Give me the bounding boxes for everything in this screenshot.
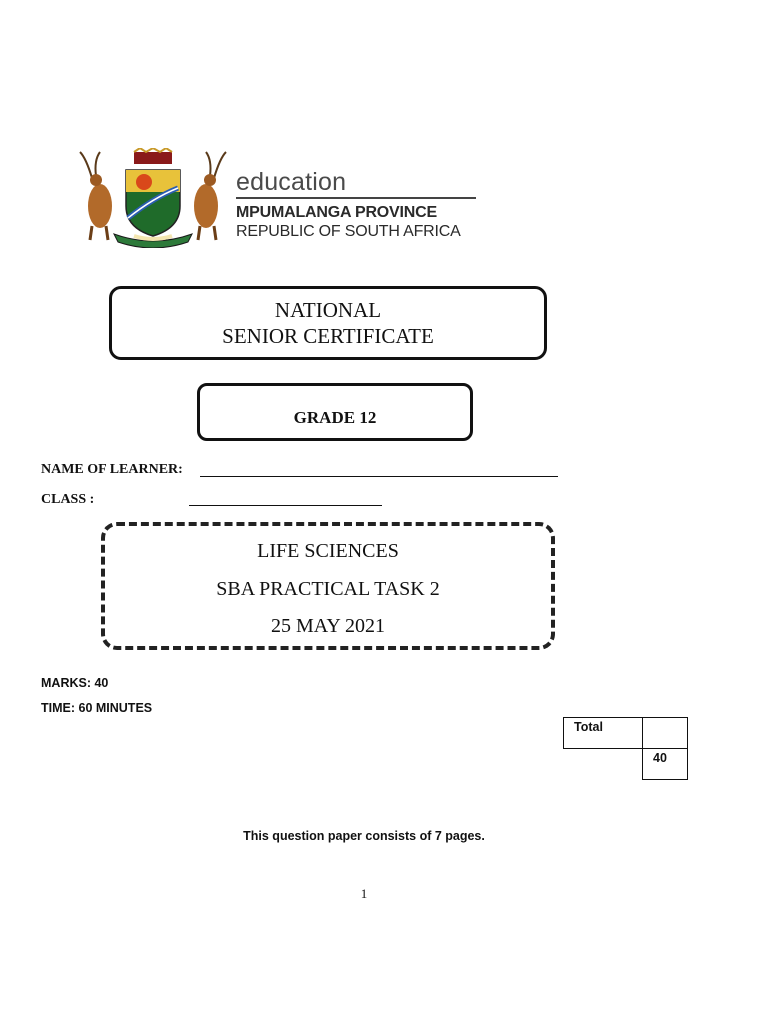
table-row — [564, 749, 688, 780]
marks-text: MARKS: 40 — [41, 676, 109, 690]
subject-title: LIFE SCIENCES — [257, 540, 399, 562]
table-row — [564, 718, 688, 749]
coat-of-arms-logo — [78, 148, 228, 248]
province-name: MPUMALANGA PROVINCE — [236, 204, 437, 221]
total-blank-cell — [643, 718, 688, 749]
certificate-title-box — [109, 286, 547, 360]
grade-box — [197, 383, 473, 441]
pages-note: This question paper consists of 7 pages. — [243, 829, 485, 843]
empty-cell — [564, 749, 643, 780]
total-marks-table — [563, 717, 688, 780]
learner-name-label: NAME OF LEARNER: — [41, 462, 183, 477]
grade-label: GRADE 12 — [293, 408, 377, 427]
task-date: 25 MAY 2021 — [270, 615, 386, 637]
class-field[interactable] — [189, 505, 382, 506]
learner-name-field[interactable] — [200, 476, 558, 477]
total-label-cell: Total — [564, 718, 643, 749]
task-title: SBA PRACTICAL TASK 2 — [216, 578, 440, 600]
class-label: CLASS : — [41, 492, 95, 507]
logo-divider — [236, 197, 476, 199]
time-text: TIME: 60 MINUTES — [41, 701, 153, 715]
certificate-line-1: NATIONAL — [274, 298, 382, 322]
country-name: REPUBLIC OF SOUTH AFRICA — [236, 223, 461, 240]
total-value-cell: 40 — [643, 749, 688, 780]
certificate-line-2: SENIOR CERTIFICATE — [222, 324, 434, 348]
logo-education-word: education — [236, 168, 347, 196]
page-number: 1 — [360, 886, 368, 901]
